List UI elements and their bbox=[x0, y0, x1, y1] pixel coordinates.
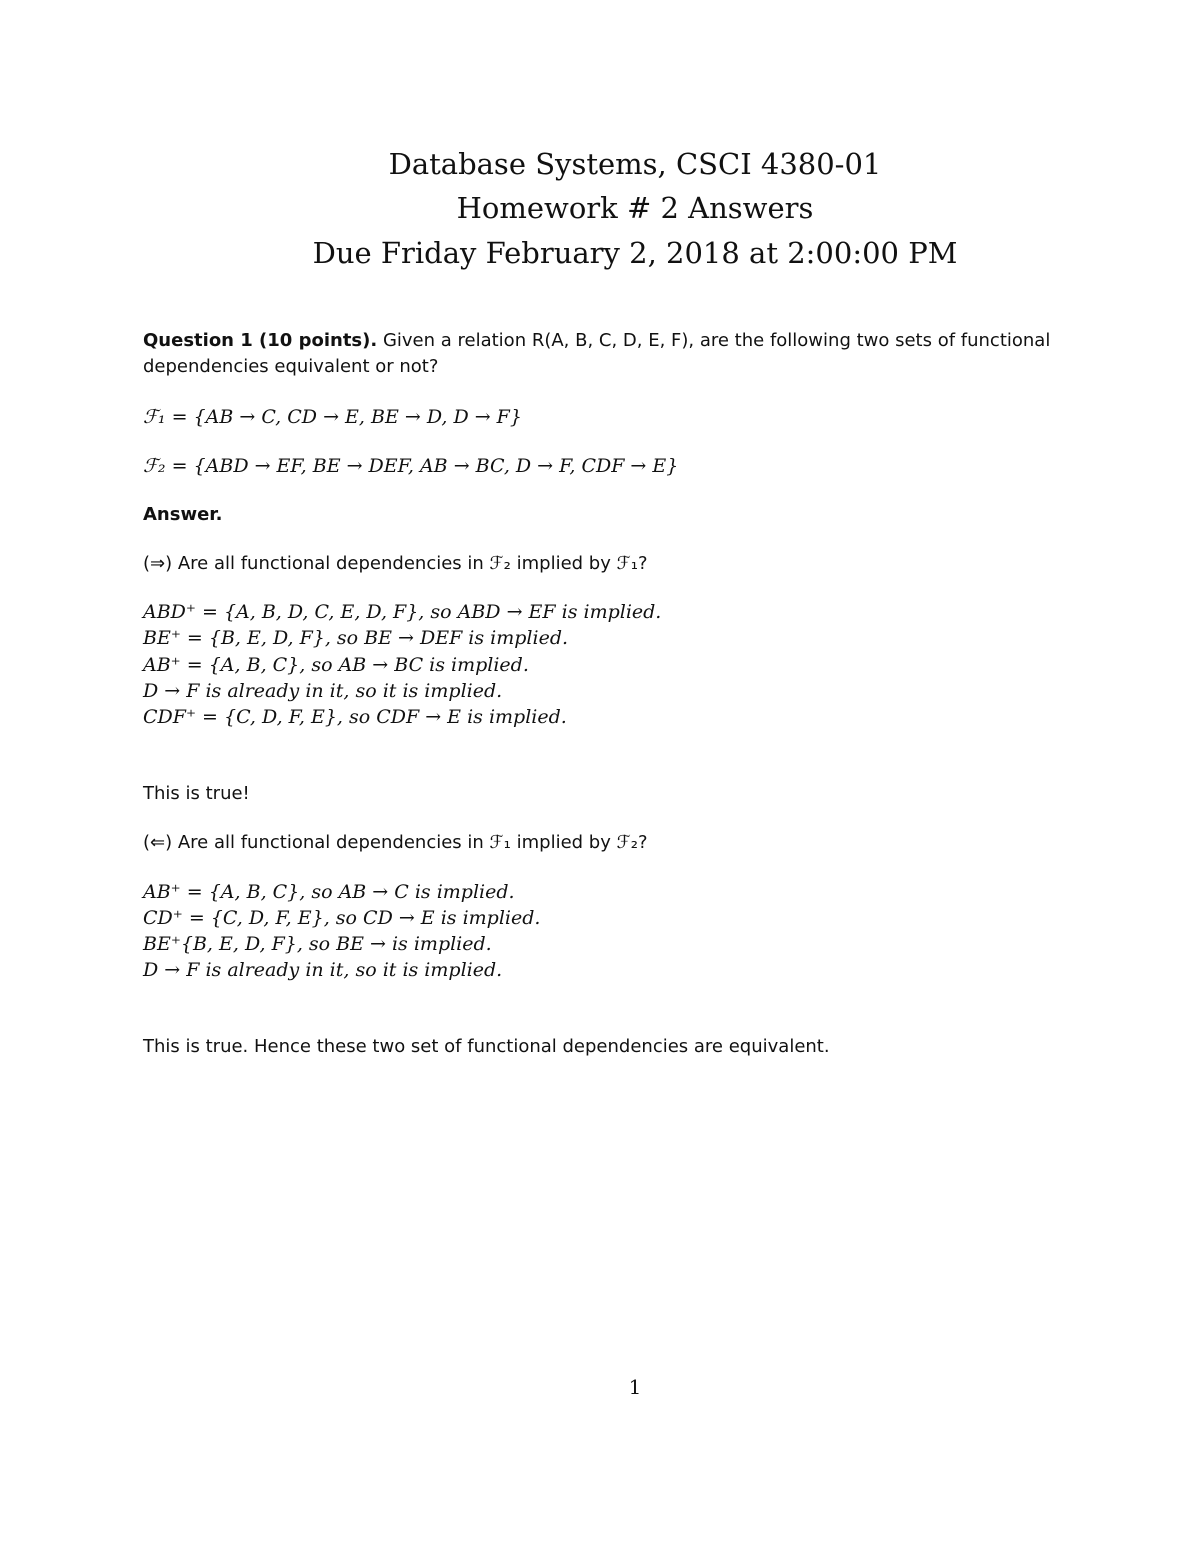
answer-label: Answer. bbox=[143, 504, 223, 525]
backward-step-4: D → F is already in it, so it is implied. bbox=[143, 959, 503, 981]
dependency-set-f2: ℱ₂ = {ABD → EF, BE → DEF, AB → BC, D → F, CDF → E} bbox=[143, 455, 679, 477]
dependency-set-f1: ℱ₁ = {AB → C, CD → E, BE → D, D → F} bbox=[143, 406, 522, 428]
backward-step-3: BE⁺{B, E, D, F}, so BE → is implied. bbox=[143, 933, 492, 955]
page-number: 1 bbox=[628, 1375, 642, 1399]
question-intro-line-1 bbox=[143, 329, 1050, 353]
backward-step-1: AB⁺ = {A, B, C}, so AB → C is implied. bbox=[143, 881, 515, 903]
question-label: Question 1 (10 points). bbox=[143, 330, 378, 351]
forward-step-1: ABD⁺ = {A, B, D, C, E, D, F}, so ABD → EF is implied. bbox=[143, 601, 662, 623]
backward-step-2: CD⁺ = {C, D, F, E}, so CD → E is implied. bbox=[143, 907, 541, 929]
forward-step-2: BE⁺ = {B, E, D, F}, so BE → DEF is implied. bbox=[143, 627, 569, 649]
backward-question: (⇐) Are all functional dependencies in ℱ₁ implied by ℱ₂? bbox=[143, 832, 648, 853]
homework-title: Homework # 2 Answers bbox=[456, 191, 814, 225]
question-text-line-1: Given a relation R(A, B, C, D, E, F), are the following two sets of functional bbox=[382, 330, 1051, 351]
forward-step-3: AB⁺ = {A, B, C}, so AB → BC is implied. bbox=[143, 654, 529, 676]
due-date: Due Friday February 2, 2018 at 2:00:00 PM bbox=[312, 236, 958, 270]
final-conclusion: This is true. Hence these two set of functional dependencies are equivalent. bbox=[143, 1036, 830, 1057]
forward-conclusion: This is true! bbox=[143, 783, 250, 804]
course-title: Database Systems, CSCI 4380-01 bbox=[388, 147, 882, 181]
forward-question: (⇒) Are all functional dependencies in ℱ₂ implied by ℱ₁? bbox=[143, 553, 648, 574]
forward-step-5: CDF⁺ = {C, D, F, E}, so CDF → E is implied. bbox=[143, 706, 567, 728]
question-text-line-2: dependencies equivalent or not? bbox=[143, 356, 439, 377]
forward-step-4: D → F is already in it, so it is implied. bbox=[143, 680, 503, 702]
